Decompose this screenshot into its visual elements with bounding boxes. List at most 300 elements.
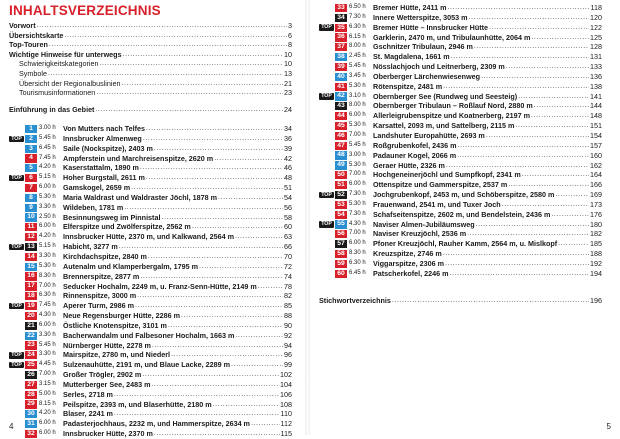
tour-name: Ottenspitze und Gammerspitze, 2537 m xyxy=(373,180,508,190)
tour-number: 23 xyxy=(25,341,37,349)
tour-number: 19 xyxy=(25,302,37,310)
tour-page: 58 xyxy=(284,212,292,222)
leader-dots xyxy=(476,220,589,230)
tour-page: 131 xyxy=(590,52,602,62)
tour-number: 5 xyxy=(25,164,37,172)
tour-name: Pfoner Kreuzjöchl, Rauher Kamm, 2564 m, u. Mislkopf xyxy=(373,239,558,249)
tour-number: 16 xyxy=(25,272,37,280)
tour-entry[interactable] xyxy=(319,229,602,239)
tour-page: 102 xyxy=(280,370,292,380)
leader-dots xyxy=(192,222,283,232)
leader-dots xyxy=(181,311,283,321)
tour-entry[interactable] xyxy=(319,52,602,62)
tour-duration: 6.00 h xyxy=(349,112,366,119)
tour-duration: 7.45 h xyxy=(39,154,56,161)
tour-name: Schafseitenspitze, 2602 m, und Bendelstein, 2436 m xyxy=(373,209,551,219)
leader-dots xyxy=(558,239,589,249)
tour-duration: 6.30 h xyxy=(349,259,366,266)
tour-entry[interactable] xyxy=(319,161,602,171)
tour-entry[interactable] xyxy=(319,92,602,102)
tour-entry[interactable] xyxy=(9,183,292,193)
tour-number: 21 xyxy=(25,322,37,330)
leader-dots xyxy=(140,272,283,282)
tour-entry[interactable] xyxy=(9,341,292,351)
tour-name: Obernberger Tribulaun – Roßlauf Nord, 2880 m xyxy=(373,101,533,111)
tour-duration: 5.30 h xyxy=(39,193,56,200)
tour-duration: 7.00 h xyxy=(39,282,56,289)
tour-entry[interactable] xyxy=(9,252,292,262)
toc-entry[interactable] xyxy=(9,88,292,98)
leader-dots xyxy=(152,380,280,390)
tour-number: 9 xyxy=(25,204,37,212)
tour-duration: 2.50 h xyxy=(39,213,56,220)
tour-page: 108 xyxy=(280,399,292,409)
toc-entry[interactable] xyxy=(9,59,292,69)
leader-dots xyxy=(171,350,283,360)
tour-page: 180 xyxy=(590,219,602,229)
tour-entry[interactable] xyxy=(9,124,292,134)
tour-duration: 5.30 h xyxy=(349,200,366,207)
tour-entry[interactable] xyxy=(319,259,602,269)
tour-name: Östliche Knotenspitze, 3101 m xyxy=(63,320,167,330)
tour-entry[interactable] xyxy=(9,232,292,242)
tour-number: 46 xyxy=(335,132,347,140)
tour-duration: 7.30 h xyxy=(349,191,366,198)
leader-dots xyxy=(119,242,283,252)
tour-duration: 3.30 h xyxy=(39,203,56,210)
tour-duration: 3.30 h xyxy=(39,331,56,338)
leader-dots xyxy=(146,124,283,134)
tour-list-right xyxy=(319,3,602,279)
tour-name: Gschnitzer Tribulaun, 2946 m xyxy=(373,42,473,52)
tour-page: 162 xyxy=(590,160,602,170)
tour-name: Serles, 2718 m xyxy=(63,389,113,399)
tour-name: Kirchdachspitze, 2840 m xyxy=(63,251,147,261)
tour-name: Obernberger See (Rundweg und Seesteig) xyxy=(373,91,518,101)
tour-page: 141 xyxy=(590,91,602,101)
toc-entry-label: Übersichtskarte xyxy=(9,30,64,40)
leader-dots xyxy=(474,42,589,52)
tour-duration: 5.15 h xyxy=(39,174,56,181)
tour-number: 31 xyxy=(25,420,37,428)
leader-dots xyxy=(49,40,287,50)
tour-entry[interactable] xyxy=(319,180,602,190)
tour-duration: 3.30 h xyxy=(39,351,56,358)
toc-entry-page: 3 xyxy=(288,21,292,30)
tour-page: 148 xyxy=(590,111,602,121)
tour-duration: 4.45 h xyxy=(39,361,56,368)
leader-dots xyxy=(231,360,283,370)
leader-dots xyxy=(486,131,589,141)
tour-duration: 2.45 h xyxy=(349,53,366,60)
tour-number: 53 xyxy=(335,201,347,209)
tour-page: 48 xyxy=(284,173,292,183)
tour-number: 8 xyxy=(25,194,37,202)
tour-number: 7 xyxy=(25,184,37,192)
top-tour-badge: TOP xyxy=(9,303,24,310)
tour-number: 34 xyxy=(335,14,347,22)
leader-dots xyxy=(508,180,589,190)
toc-entry[interactable] xyxy=(9,31,292,41)
leader-dots xyxy=(137,291,283,301)
tour-number: 29 xyxy=(25,400,37,408)
tour-page: 82 xyxy=(284,291,292,301)
leader-dots xyxy=(154,429,280,439)
tour-duration: 4.30 h xyxy=(39,312,56,319)
tour-duration: 8.00 h xyxy=(349,43,366,50)
page-number-right: 5 xyxy=(606,422,611,431)
tour-page: 157 xyxy=(590,140,602,150)
top-tour-badge: TOP xyxy=(9,136,24,143)
tour-entry[interactable] xyxy=(9,331,292,341)
tour-entry[interactable] xyxy=(319,42,602,52)
tour-number: 58 xyxy=(335,250,347,258)
tour-name: Maria Waldrast und Waldraster Jöchl, 1878 m xyxy=(63,192,218,202)
toc-entry[interactable] xyxy=(9,79,292,89)
tour-number: 44 xyxy=(335,112,347,120)
toc-entry-page: 10 xyxy=(284,59,292,69)
tour-duration: 6.00 h xyxy=(39,321,56,328)
tour-name: Brennerspitze, 2877 m xyxy=(63,271,140,281)
tour-entry[interactable] xyxy=(319,200,602,210)
tour-entry[interactable] xyxy=(9,134,292,144)
tour-page: 51 xyxy=(284,183,292,193)
tour-name: Autenalm und Klamperbergalm, 1795 m xyxy=(63,261,199,271)
tour-page: 176 xyxy=(590,209,602,219)
tour-page: 74 xyxy=(284,271,292,281)
tour-name: Naviser Kreuzjöchl, 2536 m xyxy=(373,229,467,239)
tour-name: Patscherkofel, 2246 m xyxy=(373,268,449,278)
tour-entry[interactable] xyxy=(9,173,292,183)
tour-entry[interactable] xyxy=(9,222,292,232)
tour-entry[interactable] xyxy=(319,239,602,249)
tour-page: 151 xyxy=(590,121,602,131)
tour-page: 120 xyxy=(590,12,602,22)
toc-entry[interactable] xyxy=(9,69,292,79)
tour-number: 56 xyxy=(335,230,347,238)
tour-entry[interactable] xyxy=(9,370,292,380)
leader-dots xyxy=(114,390,279,400)
tour-page: 36 xyxy=(284,133,292,143)
tour-duration: 4.20 h xyxy=(39,410,56,417)
tour-entry[interactable] xyxy=(9,409,292,419)
tour-name: Bacherwandalm und Falbesoner Hochalm, 1663 m xyxy=(63,330,235,340)
tour-number: 33 xyxy=(335,4,347,12)
tour-entry[interactable] xyxy=(9,380,292,390)
tour-number: 55 xyxy=(335,220,347,228)
tour-name: Oberberger Lärchenwiesenweg xyxy=(373,71,481,81)
tour-name: Innsbrucker Hütte, 2370 m xyxy=(63,429,153,439)
tour-name: Nösslachjoch und Leitnerberg, 2309 m xyxy=(373,62,505,72)
tour-number: 13 xyxy=(25,243,37,251)
page-number-left: 4 xyxy=(9,422,14,431)
tour-entry[interactable] xyxy=(319,13,602,23)
top-tour-badge: TOP xyxy=(9,175,24,182)
toc-entry-label: Tourismusinformationen xyxy=(19,88,96,98)
tour-entry[interactable] xyxy=(319,62,602,72)
tour-name: Geraer Hütte, 2326 m xyxy=(373,160,445,170)
tour-duration: 6.00 h xyxy=(39,223,56,230)
tour-name: Bremer Hütte, 2411 m xyxy=(373,3,447,12)
toc-entry[interactable] xyxy=(9,21,292,31)
tour-duration: 3.15 h xyxy=(39,380,56,387)
tour-page: 154 xyxy=(590,130,602,140)
leader-dots xyxy=(100,59,283,69)
leader-dots xyxy=(95,105,283,115)
leader-dots xyxy=(443,82,589,92)
leader-dots xyxy=(213,400,279,410)
tour-duration: 7.30 h xyxy=(349,13,366,20)
tour-number: 37 xyxy=(335,43,347,51)
tour-name: Nürnberger Hütte, 2278 m xyxy=(63,340,151,350)
tour-entry[interactable] xyxy=(319,82,602,92)
leader-dots xyxy=(48,69,283,79)
tour-number: 50 xyxy=(335,171,347,179)
tour-entry[interactable] xyxy=(319,210,602,220)
leader-dots xyxy=(443,249,589,259)
tour-entry[interactable] xyxy=(9,163,292,173)
tour-duration: 6.45 h xyxy=(39,144,56,151)
tour-name: Gamskogel, 2659 m xyxy=(63,183,131,193)
tour-duration: 5.45 h xyxy=(349,141,366,148)
tour-name: Viggarspitze, 2306 m xyxy=(373,258,444,268)
tour-entry[interactable] xyxy=(9,154,292,164)
leader-dots xyxy=(131,183,283,193)
tour-name: Jochgrubenkopf, 2453 m, und Schöberspitze, 2580 m xyxy=(373,190,555,200)
tour-entry[interactable] xyxy=(319,101,602,111)
leader-dots xyxy=(235,331,283,341)
top-tour-badge: TOP xyxy=(319,93,334,100)
tour-page: 136 xyxy=(590,71,602,81)
tour-entry[interactable] xyxy=(9,291,292,301)
tour-duration: 3.30 h xyxy=(39,252,56,259)
index-entry-block xyxy=(319,296,602,306)
top-tour-badge: TOP xyxy=(9,244,24,251)
tour-entry[interactable] xyxy=(9,301,292,311)
tour-entry[interactable] xyxy=(319,249,602,259)
leader-dots xyxy=(251,419,280,429)
leader-dots xyxy=(518,92,589,102)
tour-duration: 7.45 h xyxy=(39,302,56,309)
toc-entry-page: 6 xyxy=(288,30,292,40)
tour-entry[interactable] xyxy=(9,213,292,223)
tour-page: 125 xyxy=(590,32,602,42)
tour-name: Neue Regensburger Hütte, 2286 m xyxy=(63,311,181,321)
tour-entry[interactable] xyxy=(9,419,292,429)
tour-entry[interactable] xyxy=(9,203,292,213)
tour-page: 92 xyxy=(284,330,292,340)
tour-entry[interactable] xyxy=(9,262,292,272)
tour-duration: 5.30 h xyxy=(349,82,366,89)
leader-dots xyxy=(531,111,589,121)
tour-page: 182 xyxy=(590,229,602,239)
tour-number: 28 xyxy=(25,391,37,399)
tour-page: 85 xyxy=(284,301,292,311)
tour-name: Seducker Hochalm, 2249 m, u. Franz-Senn-Hütte, 2149 m xyxy=(63,281,257,291)
tour-entry[interactable] xyxy=(319,72,602,82)
leader-dots xyxy=(152,341,283,351)
tour-number: 39 xyxy=(335,63,347,71)
tour-name: Padauner Kogel, 2066 m xyxy=(373,150,457,160)
tour-page: 56 xyxy=(284,202,292,212)
leader-dots xyxy=(457,151,589,161)
leader-dots xyxy=(161,213,283,223)
tour-entry[interactable] xyxy=(9,242,292,252)
tour-name: Naviser Almen-Jubiläumsweg xyxy=(373,219,475,229)
toc-entry-page: 24 xyxy=(284,104,292,114)
leader-dots xyxy=(506,62,589,72)
tour-duration: 6.15 h xyxy=(349,33,366,40)
tour-duration: 3.10 h xyxy=(349,92,366,99)
tour-entry[interactable] xyxy=(319,3,602,13)
tour-entry[interactable] xyxy=(319,269,602,279)
leader-dots xyxy=(218,193,283,203)
tour-duration: 8.15 h xyxy=(39,400,56,407)
tour-entry[interactable] xyxy=(9,311,292,321)
tour-page: 133 xyxy=(590,62,602,72)
tour-name: Habicht, 3277 m xyxy=(63,242,118,252)
tour-entry[interactable] xyxy=(319,151,602,161)
tour-entry[interactable] xyxy=(319,220,602,230)
leader-dots xyxy=(140,163,283,173)
leader-dots xyxy=(124,203,283,213)
leader-dots xyxy=(114,409,280,419)
tour-number: 27 xyxy=(25,381,37,389)
tour-page: 185 xyxy=(590,239,602,249)
tour-page: 72 xyxy=(284,261,292,271)
toc-entry[interactable] xyxy=(9,50,292,60)
tour-entry[interactable] xyxy=(9,429,292,439)
tour-number: 48 xyxy=(335,151,347,159)
tour-duration: 7.00 h xyxy=(349,230,366,237)
front-matter-list xyxy=(9,21,292,114)
leader-dots xyxy=(551,210,589,220)
tour-page: 63 xyxy=(284,232,292,242)
tour-entry[interactable] xyxy=(319,33,602,43)
tour-duration: 6.50 h xyxy=(349,4,366,10)
tour-duration: 7.00 h xyxy=(349,131,366,138)
tour-page: 166 xyxy=(590,180,602,190)
tour-duration: 5.30 h xyxy=(349,161,366,168)
top-tour-badge: TOP xyxy=(319,221,334,228)
leader-dots xyxy=(168,321,283,331)
tour-entry[interactable] xyxy=(319,121,602,131)
tour-entry[interactable] xyxy=(319,131,602,141)
tour-page: 104 xyxy=(280,379,292,389)
tour-duration: 6.00 h xyxy=(39,184,56,191)
tour-name: Bremer Hütte – Innsbrucker Hütte xyxy=(373,22,489,32)
leader-dots xyxy=(142,370,279,380)
tour-number: 6 xyxy=(25,174,37,182)
tour-entry[interactable] xyxy=(319,141,602,151)
tour-number: 59 xyxy=(335,260,347,268)
tour-entry[interactable] xyxy=(9,400,292,410)
tour-page: 194 xyxy=(590,268,602,278)
tour-page: 118 xyxy=(590,3,602,12)
tour-name: Frauenwand, 2541 m, und Tuxer Joch xyxy=(373,199,501,209)
tour-name: Mutterberger See, 2483 m xyxy=(63,379,151,389)
tour-duration: 3.00 h xyxy=(39,125,56,131)
tour-entry[interactable] xyxy=(9,350,292,360)
leader-dots xyxy=(143,134,283,144)
tour-number: 2 xyxy=(25,135,37,143)
leader-dots xyxy=(451,52,589,62)
tour-number: 17 xyxy=(25,282,37,290)
tour-entry[interactable] xyxy=(9,193,292,203)
leader-dots xyxy=(37,21,287,31)
tour-name: Allerleigrubenspitze und Koatnerberg, 2197 m xyxy=(373,111,530,121)
top-tour-badge: TOP xyxy=(9,362,24,369)
tour-name: Elferspitze und Zwölferspitze, 2562 m xyxy=(63,222,191,232)
toc-entry[interactable] xyxy=(9,105,292,115)
leader-dots xyxy=(522,170,589,180)
leader-dots xyxy=(489,23,589,33)
tour-page: 96 xyxy=(284,350,292,360)
leader-dots xyxy=(450,269,589,279)
leader-dots xyxy=(135,301,283,311)
tour-number: 51 xyxy=(335,181,347,189)
top-tour-badge: TOP xyxy=(319,192,334,199)
leader-dots xyxy=(146,173,283,183)
tour-entry[interactable] xyxy=(9,390,292,400)
leader-dots xyxy=(467,229,589,239)
tour-entry[interactable] xyxy=(9,272,292,282)
tour-duration: 7.30 h xyxy=(349,210,366,217)
leader-dots xyxy=(392,296,589,306)
toc-entry[interactable] xyxy=(9,40,292,50)
tour-entry[interactable] xyxy=(9,360,292,370)
tour-name: Großer Trögler, 2902 m xyxy=(63,370,142,380)
tour-entry[interactable] xyxy=(9,321,292,331)
tour-name: Landshuter Europahütte, 2693 m xyxy=(373,130,485,140)
tour-name: Karsattel, 2093 m, und Sattelberg, 2115 m xyxy=(373,121,515,131)
tour-page: 188 xyxy=(590,249,602,259)
tour-duration: 5.15 h xyxy=(39,243,56,250)
tour-duration: 8.30 h xyxy=(39,272,56,279)
tour-name: Garklerin, 2470 m, und Tribulaunhütte, 2064 m xyxy=(373,32,531,42)
tour-list-left xyxy=(9,124,292,439)
tour-duration: 7.00 h xyxy=(349,171,366,178)
tour-entry[interactable] xyxy=(319,190,602,200)
index-entry[interactable] xyxy=(319,296,602,306)
tour-page: 128 xyxy=(590,42,602,52)
tour-page: 122 xyxy=(590,22,602,32)
tour-number: 43 xyxy=(335,102,347,110)
leader-dots xyxy=(555,190,589,200)
leader-dots xyxy=(469,13,589,23)
tour-number: 24 xyxy=(25,351,37,359)
tour-entry[interactable] xyxy=(319,170,602,180)
tour-name: Innere Wetterspitze, 3053 m xyxy=(373,12,468,22)
tour-entry[interactable] xyxy=(319,23,602,33)
tour-entry[interactable] xyxy=(9,282,292,292)
toc-entry-page: 8 xyxy=(288,40,292,50)
tour-page: 66 xyxy=(284,242,292,252)
tour-number: 57 xyxy=(335,240,347,248)
tour-number: 47 xyxy=(335,142,347,150)
tour-page: 110 xyxy=(280,409,292,419)
tour-entry[interactable] xyxy=(319,111,602,121)
tour-page: 115 xyxy=(280,429,292,439)
tour-duration: 6.00 h xyxy=(349,240,366,247)
tour-number: 3 xyxy=(25,145,37,153)
tour-number: 54 xyxy=(335,211,347,219)
tour-entry[interactable] xyxy=(9,144,292,154)
top-tour-badge: TOP xyxy=(319,24,334,31)
index-entry-page: 196 xyxy=(590,296,602,305)
section-gap xyxy=(9,98,292,105)
tour-name: Blaser, 2241 m xyxy=(63,409,113,419)
